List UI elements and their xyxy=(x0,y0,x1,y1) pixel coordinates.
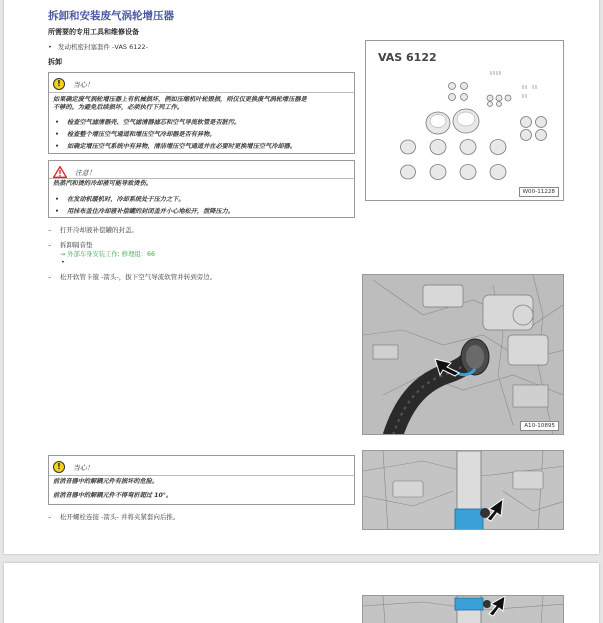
caution-bullet: • 如确定增压空气系统中有异物，清洁增压空气通道并在必要时更换增压空气冷却器。 xyxy=(55,143,296,150)
engine-bay-illustration xyxy=(363,275,564,435)
caution-text-line: 前消音器中的解耦元件有损坏的危险。 xyxy=(53,478,159,485)
caution-label: 当心！ xyxy=(73,464,94,472)
tools-heading: 所需要的专用工具和维修设备 xyxy=(48,28,139,36)
figure-number-label: A10-10895 xyxy=(520,421,559,431)
caution-bullet-text: 检查空气滤清器壳、空气滤清器滤芯和空气导流软管是否脏污。 xyxy=(67,119,241,126)
warning-header xyxy=(53,165,95,179)
step-text: 拆卸隔音垫 xyxy=(60,241,93,249)
document-page-1 xyxy=(4,0,599,554)
caution-label: 当心！ xyxy=(73,81,94,89)
caution-exclamation-icon: ! xyxy=(53,78,65,90)
caution-bullet-text: 检查整个增压空气通道和增压空气冷却器是否有异物。 xyxy=(67,131,216,138)
warning-bullet: • 在发动机暖机时，冷却系统处于压力之下。 xyxy=(55,196,185,203)
caution-header xyxy=(53,460,93,474)
caution-divider xyxy=(49,475,354,476)
step-text: 松开螺栓连接 -箭头- 并将夹紧套向后推。 xyxy=(60,513,180,521)
figure-exhaust-bolt-connection xyxy=(362,450,564,530)
figure-title: VAS 6122 xyxy=(378,51,437,64)
exhaust-illustration xyxy=(363,451,564,530)
tools-item-text: 发动机密封塞套件 -VAS 6122- xyxy=(58,43,148,51)
step-loosen-hose-clamp: – 松开软管卡箍 -箭头-，拔下空气导流软管并转到旁边。 xyxy=(48,273,217,281)
figure-vas6122-kit xyxy=(365,40,564,201)
document-page-2 xyxy=(4,563,599,623)
sealing-plugs-illustration xyxy=(366,41,564,201)
caution-text-line: 如果确定废气涡轮增压器上有机械损坏，例如压缩机叶轮毁损，则仅仅更换废气涡轮增压器是 xyxy=(53,96,307,103)
caution-text-line: 不够的。为避免后续损坏，必须执行下列工作。 xyxy=(53,104,183,111)
caution-text-line: 前消音器中的解耦元件不得弯折超过 10°。 xyxy=(53,492,173,499)
figure-exhaust-bolt-connection-continued xyxy=(362,595,564,623)
warning-bullet-text: 在发动机暖机时，冷却系统处于压力之下。 xyxy=(67,196,185,203)
caution-bullet-text: 如确定增压空气系统中有异物，清洁增压空气通道并在必要时更换增压空气冷却器。 xyxy=(67,143,296,150)
warning-label: 注意！ xyxy=(75,169,96,177)
warning-triangle-icon xyxy=(53,166,67,178)
figure-number-label: W00-11228 xyxy=(519,187,559,197)
step-loosen-bolt-connection: – 松开螺栓连接 -箭头- 并将夹紧套向后推。 xyxy=(48,513,180,521)
step-text: 松开软管卡箍 -箭头-，拔下空气导流软管并转到旁边。 xyxy=(60,273,217,281)
removal-heading: 拆卸 xyxy=(48,58,62,66)
page-title: 拆卸和安装废气涡轮增压器 xyxy=(48,10,174,22)
caution-box-muffler xyxy=(48,455,355,505)
step-open-coolant-cap: – 打开冷却液补偿罐的封盖。 xyxy=(48,226,138,234)
caution-bullet: • 检查整个增压空气通道和增压空气冷却器是否有异物。 xyxy=(55,131,216,138)
step-remove-noise-insulation: – 拆卸隔音垫 xyxy=(48,241,93,249)
warning-box xyxy=(48,160,355,218)
step-sub-bullet: • xyxy=(61,258,65,266)
caution-header xyxy=(53,77,93,91)
caution-bullet: • 检查空气滤清器壳、空气滤清器滤芯和空气导流软管是否脏污。 xyxy=(55,119,241,126)
figure-engine-bay-hose-clamp xyxy=(362,274,564,435)
exhaust-illustration-continued xyxy=(363,596,564,623)
warning-bullet-text: 用抹布盖住冷却液补偿罐的封闭盖并小心地松开，泄降压力。 xyxy=(67,208,235,215)
caution-box xyxy=(48,72,355,154)
warning-divider xyxy=(49,178,354,179)
repair-group-link[interactable]: → 外部车身安装工作; 修理组：66 xyxy=(60,251,155,258)
tools-list-item: • 发动机密封塞套件 -VAS 6122- xyxy=(48,43,148,51)
caution-exclamation-icon: ! xyxy=(53,461,65,473)
step-text: 打开冷却液补偿罐的封盖。 xyxy=(60,226,138,234)
warning-text-line: 热蒸汽和烫的冷却液可能导致烫伤。 xyxy=(53,180,152,187)
warning-bullet: • 用抹布盖住冷却液补偿罐的封闭盖并小心地松开，泄降压力。 xyxy=(55,208,235,215)
caution-divider xyxy=(49,92,354,93)
